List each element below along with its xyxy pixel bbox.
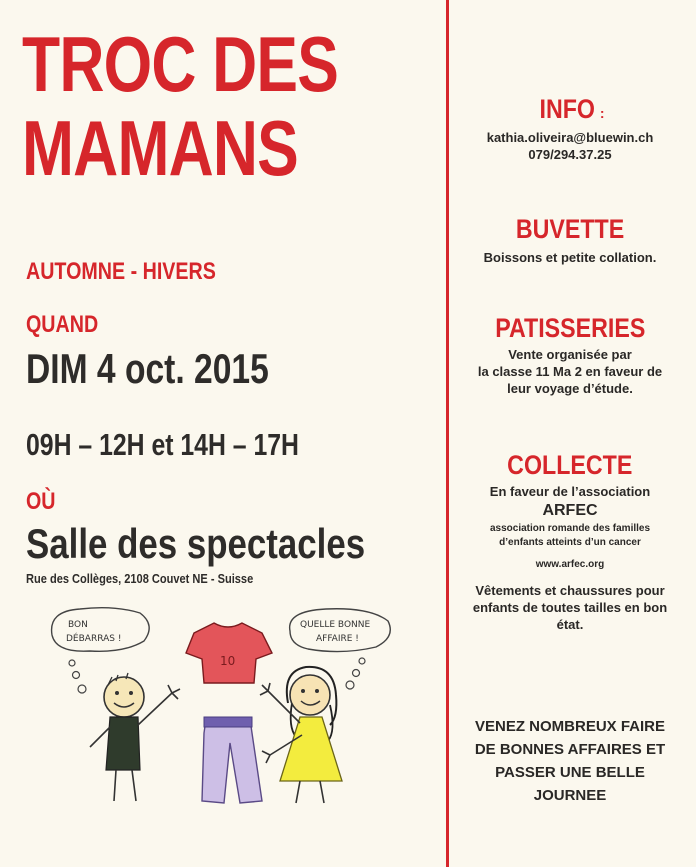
cta-line-3: PASSER UNE BELLE: [495, 764, 645, 781]
title-line-1: TROC DES: [22, 20, 339, 108]
collecte-line-1: En faveur de l’association: [489, 484, 651, 499]
collecte-org-desc-2: d’enfants atteints d’un cancer: [499, 537, 641, 548]
collecte-items-3: état.: [556, 617, 584, 632]
patisseries-line-3: leur voyage d’étude.: [507, 381, 633, 396]
speech-bubble-left: [52, 608, 150, 652]
buvette-section: [452, 214, 688, 266]
event-hours: 09H – 12H et 14H – 17H: [26, 427, 299, 462]
collecte-items-1: Vêtements et chaussures pour: [475, 583, 665, 598]
bubble-right-line-2: AFFAIRE !: [316, 634, 359, 644]
buvette-text: Boissons et petite collation.: [483, 250, 657, 265]
vertical-divider: [446, 0, 449, 867]
cta-line-1: VENEZ NOMBREUX FAIRE: [474, 718, 666, 735]
girl-figure: [260, 667, 342, 803]
boy-figure: [90, 673, 180, 801]
shirt-number: 10: [220, 654, 236, 668]
call-to-action: [452, 715, 688, 807]
event-date: DIM 4 oct. 2015: [26, 345, 269, 392]
info-phone: 079/294.37.25: [528, 147, 612, 162]
event-title: [22, 22, 417, 190]
bubble-right-line-1: QUELLE BONNE: [300, 620, 371, 630]
title-line-2: MAMANS: [22, 104, 298, 192]
pants-drawing: [202, 717, 262, 803]
patisseries-line-1: Vente organisée par: [508, 347, 632, 362]
where-label: OÙ: [26, 488, 56, 515]
patisseries-heading: PATISSERIES: [494, 313, 646, 343]
children-drawing-illustration: [44, 605, 404, 810]
collecte-url: www.arfec.org: [535, 559, 605, 570]
collecte-heading: COLLECTE: [507, 450, 633, 480]
cta-line-4: JOURNEE: [533, 787, 607, 804]
buvette-heading: BUVETTE: [515, 214, 625, 244]
collecte-items-2: enfants de toutes tailles en bon: [472, 600, 668, 615]
bubble-left-line-1: BON: [68, 620, 88, 630]
info-section: [452, 94, 688, 163]
venue-name: Salle des spectacles: [26, 520, 366, 567]
t-shirt-drawing: [186, 623, 272, 683]
speech-bubble-right: [290, 609, 391, 652]
info-email: kathia.oliveira@bluewin.ch: [486, 130, 654, 145]
info-heading-colon: :: [599, 105, 605, 121]
season-subtitle: AUTOMNE - HIVERS: [26, 258, 216, 285]
patisseries-line-2: la classe 11 Ma 2 en faveur de: [477, 364, 663, 379]
when-label: QUAND: [26, 311, 99, 338]
patisseries-section: [452, 313, 688, 397]
cta-line-2: DE BONNES AFFAIRES ET: [474, 741, 666, 758]
collecte-org-desc-1: association romande des familles: [489, 523, 651, 534]
collecte-section: [452, 450, 688, 633]
collecte-org: ARFEC: [542, 502, 598, 519]
venue-address: Rue des Collèges, 2108 Couvet NE - Suisse: [26, 571, 254, 586]
info-heading: INFO: [539, 94, 596, 124]
bubble-left-line-2: DÉBARRAS !: [66, 634, 122, 644]
